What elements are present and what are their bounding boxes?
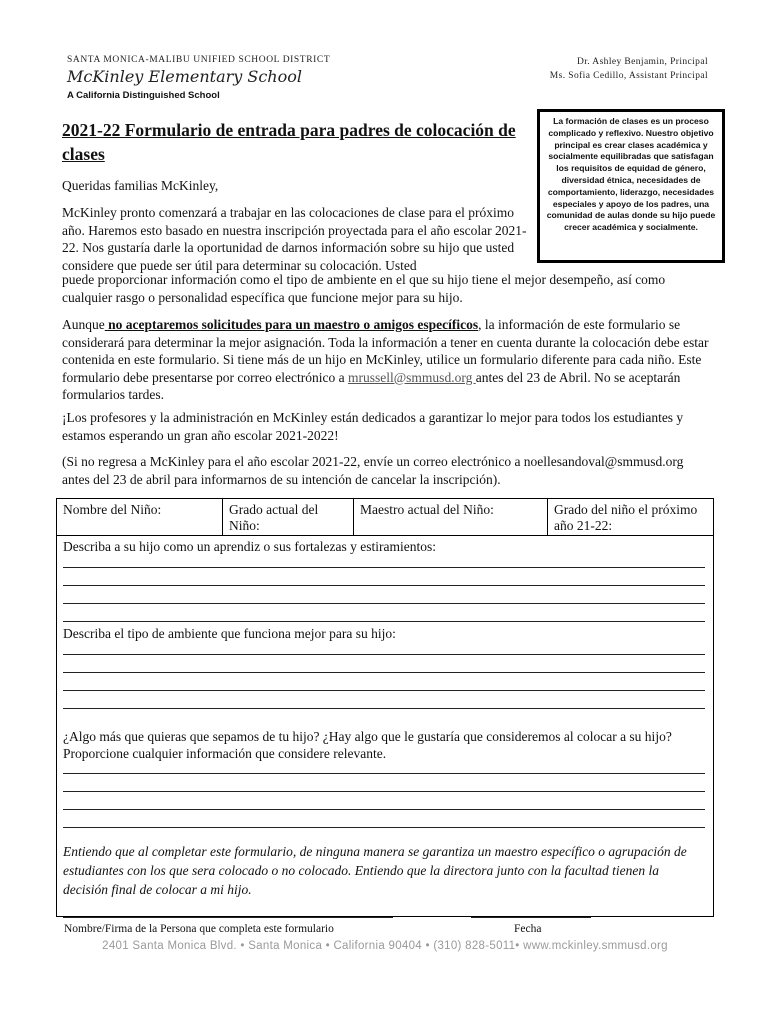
principal-name: Dr. Ashley Benjamin, Principal (576, 57, 708, 67)
page-title: 2021-22 Formulario de entrada para padres de colocación de clases (62, 120, 516, 164)
answer-line[interactable] (63, 708, 705, 709)
greeting: Queridas familias McKinley, (62, 178, 219, 193)
intro-paragraph-part2: puede proporcionar información como el tipo de ambiente en el que su hijo tiene el mejor desempeño, así como cualquier rasgo o personalidad específica que funcione mejor para su hijo. (62, 272, 666, 305)
date-label: Fecha (514, 923, 542, 935)
district-name: SANTA MONICA-MALIBU UNIFIED SCHOOL DISTRICT (67, 55, 331, 65)
class-formation-note: La formación de clases es un proceso complicado y reflexivo. Nuestro objetivo principal es crear clases académica y socialmente equilibradas que satisfagan los requisitos de equidad de género, diversidad étnica, necesidades de comportamiento, liderazgo, necesidades especiales y apoyo de los padres, una comunidad de aulas donde su hijo puede crecer académica y socialmente. (537, 109, 725, 263)
intro-paragraph-part1: McKinley pronto comenzará a trabajar en las colocaciones de clase para el próximo año. Haremos esto basado en nuestra inscripción proyectada para el año escolar 2021-22. Nos gustaría darle la oportunidad de darnos información sobre su hijo que usted considere que puede ser útil para determinar su colocación. Usted (62, 205, 527, 273)
answer-line[interactable] (63, 690, 705, 691)
answer-line[interactable] (63, 585, 705, 586)
school-name: McKinley Elementary School (67, 67, 302, 86)
instructions-body: , la información de este formulario se considerará para determinar la mejor asignación. Toda la información a tener en cuenta durante la colocación debe estar contenida en este formulario. Si tiene más de un hijo en McKinley, utilice un formulario diferente para cada niño. Este formulario debe presentarse por correo electrónico a (62, 317, 709, 385)
school-distinction: A California Distinguished School (67, 90, 220, 101)
school-address-footer: 2401 Santa Monica Blvd. • Santa Monica • California 90404 • (310) 828-5011• www.mckinley.smmusd.org (102, 940, 668, 952)
letterhead-right (550, 55, 708, 83)
no-specific-requests-notice: no aceptaremos solicitudes para un maestro o amigos específicos (104, 317, 479, 332)
answer-line[interactable] (63, 791, 705, 792)
answer-line[interactable] (63, 773, 705, 774)
instructions-paragraph (62, 316, 712, 404)
parent-acknowledgement: Entiendo que al completar este formulario, de ninguna manera se garantiza un maestro específico o agrupación de estudiantes con los que sera colocado o no colocado. Entiendo que la directora junto con la facultad tienen la decisión final de colocar a mi hijo. (63, 844, 687, 897)
question-environment: Describa el tipo de ambiente que funciona mejor para su hijo: (63, 626, 396, 641)
student-info-header-row (57, 499, 713, 536)
next-year-grade-field[interactable]: Grado del niño el próximo año 21-22: (554, 502, 698, 533)
answer-line[interactable] (63, 567, 705, 568)
question-strengths: Describa a su hijo como un aprendiz o sus fortalezas y estiramientos: (63, 539, 437, 554)
current-grade-field[interactable]: Grado actual del Niño: (223, 499, 354, 535)
answer-line[interactable] (63, 603, 705, 604)
signature-line[interactable] (63, 917, 393, 918)
answer-line[interactable] (63, 654, 705, 655)
staff-commitment-paragraph: ¡Los profesores y la administración en McKinley están dedicados a garantizar lo mejor para todos los estudiantes y estamos esperando un gran año escolar 2021-2022! (62, 410, 684, 443)
withdrawal-notice-paragraph: (Si no regresa a McKinley para el año escolar 2021-22, envíe un correo electrónico a noellesandoval@smmusd.org antes del 23 de abril para informarnos de su intención de cancelar la inscripción). (62, 454, 684, 487)
signature-label: Nombre/Firma de la Persona que completa este formulario (64, 923, 334, 935)
instructions-lead: Aunque (62, 317, 105, 332)
instructions-deadline: antes del 23 de Abril. No se aceptarán formularios tardes. (62, 369, 681, 402)
answer-line[interactable] (63, 672, 705, 673)
submission-email-link[interactable]: mrussell@smmusd.org (348, 369, 476, 385)
date-line[interactable] (471, 917, 591, 918)
questions-section (57, 536, 713, 916)
answer-line[interactable] (63, 827, 705, 828)
question-anything-else: ¿Algo más que quieras que sepamos de tu hijo? ¿Hay algo que le gustaría que consideremos al colocar a su hijo? Proporcione cualquier información que considere relevante. (63, 729, 672, 761)
assistant-principal-name: Ms. Sofia Cedillo, Assistant Principal (549, 71, 708, 81)
child-name-field[interactable]: Nombre del Niño: (57, 499, 223, 535)
current-teacher-field[interactable]: Maestro actual del Niño: (354, 499, 548, 535)
answer-line[interactable] (63, 621, 705, 622)
letterhead-left (67, 55, 330, 101)
answer-line[interactable] (63, 809, 705, 810)
student-info-form (56, 498, 714, 917)
